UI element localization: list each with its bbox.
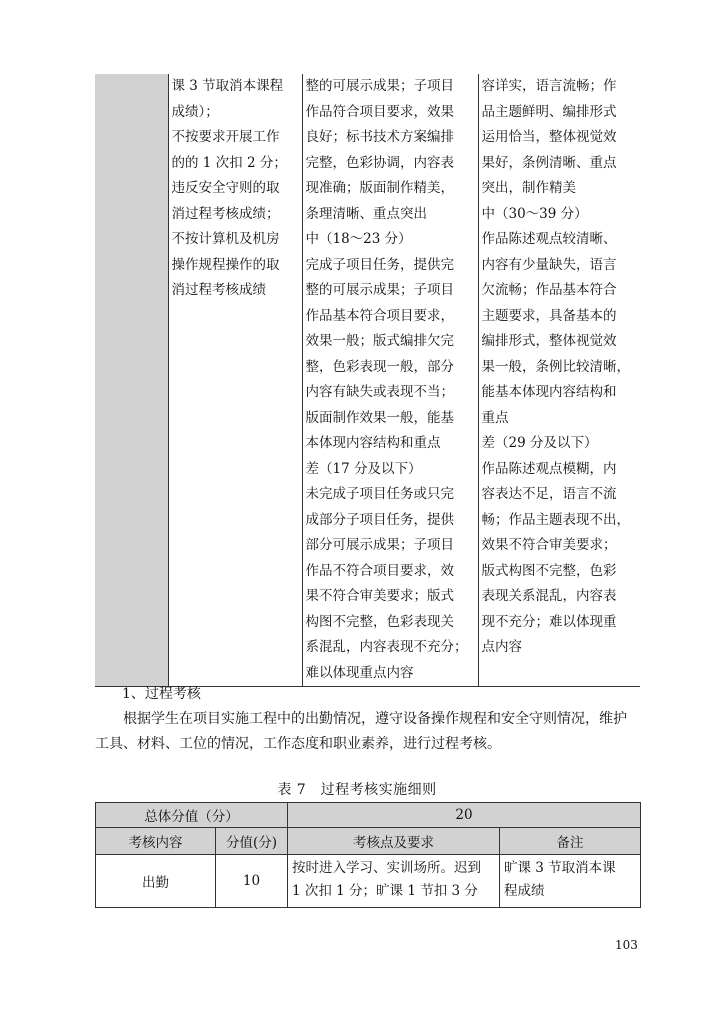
table-cell-rules: [168, 74, 302, 687]
header-note: 备注: [500, 828, 641, 855]
cell-note: 旷课 3 节取消本课 程成绩: [500, 855, 641, 908]
table-row-total: [96, 803, 641, 828]
total-score-label: 总体分值（分）: [96, 803, 288, 828]
cell-score: 10: [216, 855, 288, 908]
cell-requirement: 按时进入学习、实训场所。迟到 1 次扣 1 分；旷课 1 节扣 3 分: [288, 855, 500, 908]
table-cell-subproject-criteria: [302, 74, 478, 687]
scoring-criteria-table: [95, 74, 640, 687]
body-paragraph: 根据学生在项目实施工程中的出勤情况，遵守设备操作规程和安全守则情况，维护工具、材料、工位的情况，工作态度和职业素养，进行过程考核。: [95, 711, 627, 752]
table-row: [96, 855, 641, 908]
subproject-criteria-text: 整的可展示成果；子项目 作品符合项目要求，效果 良好；标书技术方案编排 完整，色彩协调，内容表 现准确；版面制作精美， 条理清晰、重点突出 中（18～23 分） 完成子项目任务，提供完 整的可展示成果；子项目 作品基本符合项目要求， 效果一般；版式编排欠完 整，色彩表现一般，部分 内容有缺失或表现不当； 版面制作效果一般，能基 本体现内容结构和重点 差（17 分及以下） 未完成子项目任务或只完 成部分子项目任务，提供 部分可展示成果；子项目 作品不符合项目要求，效 果不符合审美要求；版式 构图不完整，色彩表现关 系混乱，内容表现不充分； 难以体现重点内容: [305, 78, 468, 681]
table-cell-empty: [95, 74, 168, 687]
header-requirement: 考核点及要求: [288, 828, 500, 855]
table-caption: 表 7 过程考核实施细则: [277, 782, 437, 798]
header-score: 分值(分): [216, 828, 288, 855]
header-item: 考核内容: [96, 828, 216, 855]
total-score-value: 20: [288, 803, 641, 828]
cell-item: 出勤: [96, 855, 216, 908]
table-header-row: [96, 828, 641, 855]
table-row: [95, 74, 640, 687]
rules-text: 课 3 节取消本课程 成绩）； 不按要求开展工作 的的 1 次扣 2 分； 违反安全守则的取 消过程考核成绩； 不按计算机及机房 操作规程操作的取 消过程考核成绩: [171, 78, 287, 298]
page-number: 103: [615, 938, 638, 952]
process-assessment-table: [95, 802, 641, 908]
work-criteria-text: 容详实，语言流畅；作 品主题鲜明、编排形式 运用恰当，整体视觉效 果好，条例清晰、重点 突出，制作精美 中（30～39 分） 作品陈述观点较清晰、 内容有少量缺失，语言 欠流畅；作品基本符合 主题要求，具备基本的 编排形式，整体视觉效 果一般，条例比较清晰， 能基本体现内容结构和 重点 差（29 分及以下） 作品陈述观点模糊，内 容表达不足，语言不流 畅；作品主题表现不出， 效果不符合审美要求； 版式构图不完整，色彩 表现关系混乱，内容表 现不充分；难以体现重 点内容: [481, 78, 630, 655]
section-heading: 1、过程考核: [122, 686, 201, 702]
table-cell-work-criteria: [478, 74, 640, 687]
